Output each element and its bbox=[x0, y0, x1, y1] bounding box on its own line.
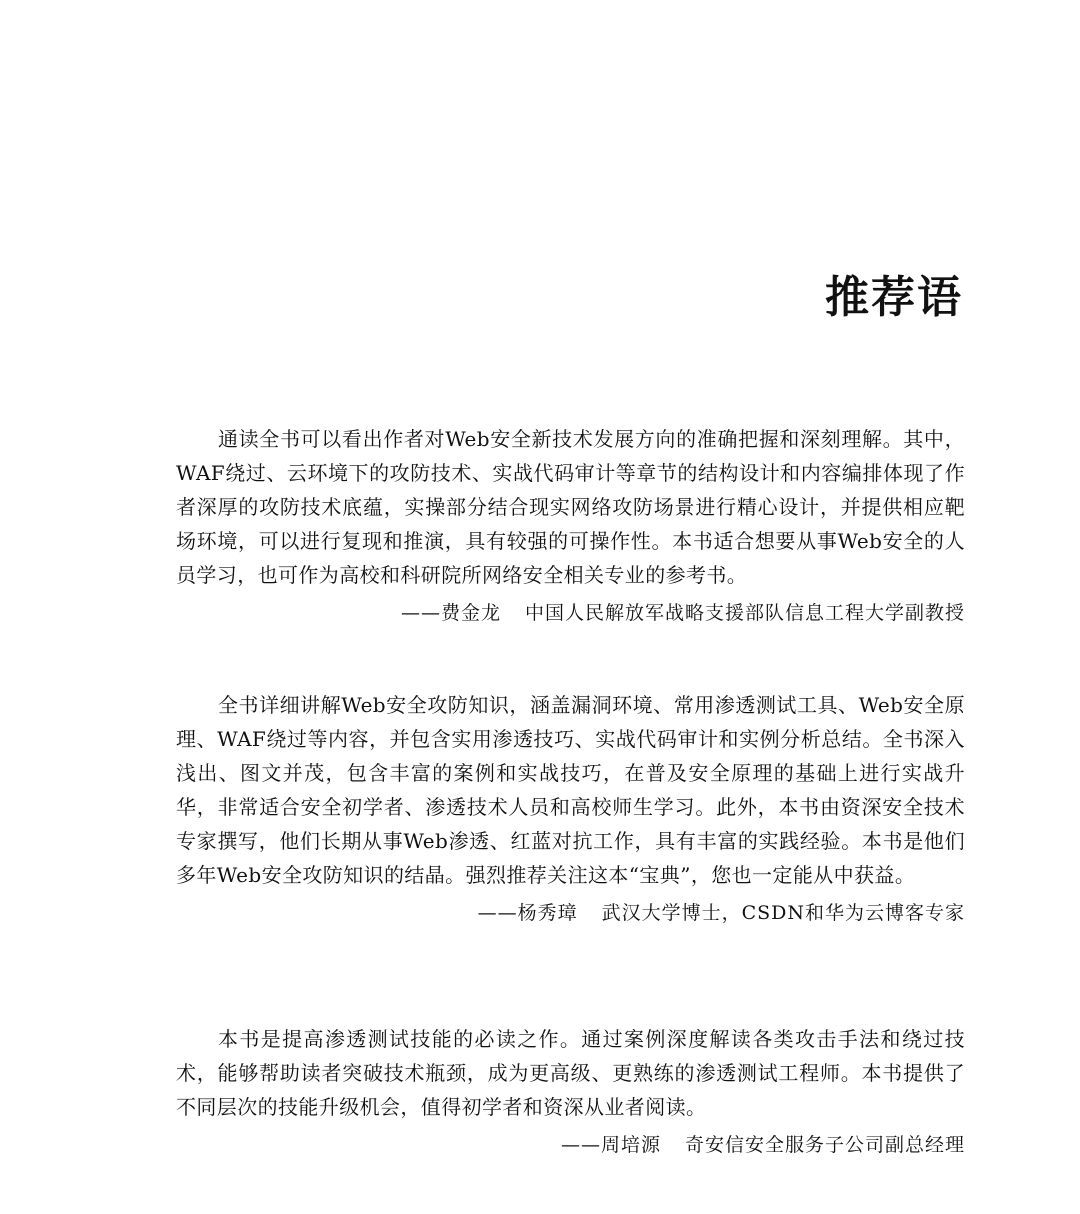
recommender-affiliation: 奇安信安全服务子公司副总经理 bbox=[684, 1134, 965, 1156]
recommendation-attribution bbox=[176, 896, 965, 930]
recommender-name: ——费金龙 bbox=[400, 602, 501, 624]
recommender-name: ——杨秀璋 bbox=[477, 902, 578, 924]
recommendation-attribution bbox=[176, 1128, 965, 1162]
recommendation-attribution bbox=[176, 596, 965, 630]
recommendation-block bbox=[176, 422, 965, 630]
page-title: 推荐语 bbox=[825, 272, 963, 323]
recommender-affiliation: 中国人民解放军战略支援部队信息工程大学副教授 bbox=[524, 602, 965, 624]
recommendation-block bbox=[176, 1022, 965, 1162]
recommender-affiliation: 武汉大学博士，CSDN和华为云博客专家 bbox=[601, 902, 965, 924]
recommendation-text: 通读全书可以看出作者对Web安全新技术发展方向的准确把握和深刻理解。其中，WAF绕过、云环境下的攻防技术、实战代码审计等章节的结构设计和内容编排体现了作者深厚的攻防技术底蕴，实操部分结合现实网络攻防场景进行精心设计，并提供相应靶场环境，可以进行复现和推演，具有较强的可操作性。本书适合想要从事Web安全的人员学习，也可作为高校和科研院所网络安全相关专业的参考书。 bbox=[176, 427, 965, 587]
recommendation-text: 本书是提高渗透测试技能的必读之作。通过案例深度解读各类攻击手法和绕过技术，能够帮助读者突破技术瓶颈，成为更高级、更熟练的渗透测试工程师。本书提供了不同层次的技能升级机会，值得初学者和资深从业者阅读。 bbox=[176, 1027, 965, 1119]
recommendation-text: 全书详细讲解Web安全攻防知识，涵盖漏洞环境、常用渗透测试工具、Web安全原理、WAF绕过等内容，并包含实用渗透技巧、实战代码审计和实例分析总结。全书深入浅出、图文并茂，包含丰富的案例和实战技巧，在普及安全原理的基础上进行实战升华，非常适合安全初学者、渗透技术人员和高校师生学习。此外，本书由资深安全技术专家撰写，他们长期从事Web渗透、红蓝对抗工作，具有丰富的实践经验。本书是他们多年Web安全攻防知识的结晶。强烈推荐关注这本“宝典”，您也一定能从中获益。 bbox=[176, 693, 965, 887]
recommendation-block bbox=[176, 688, 965, 930]
recommender-name: ——周培源 bbox=[560, 1134, 661, 1156]
